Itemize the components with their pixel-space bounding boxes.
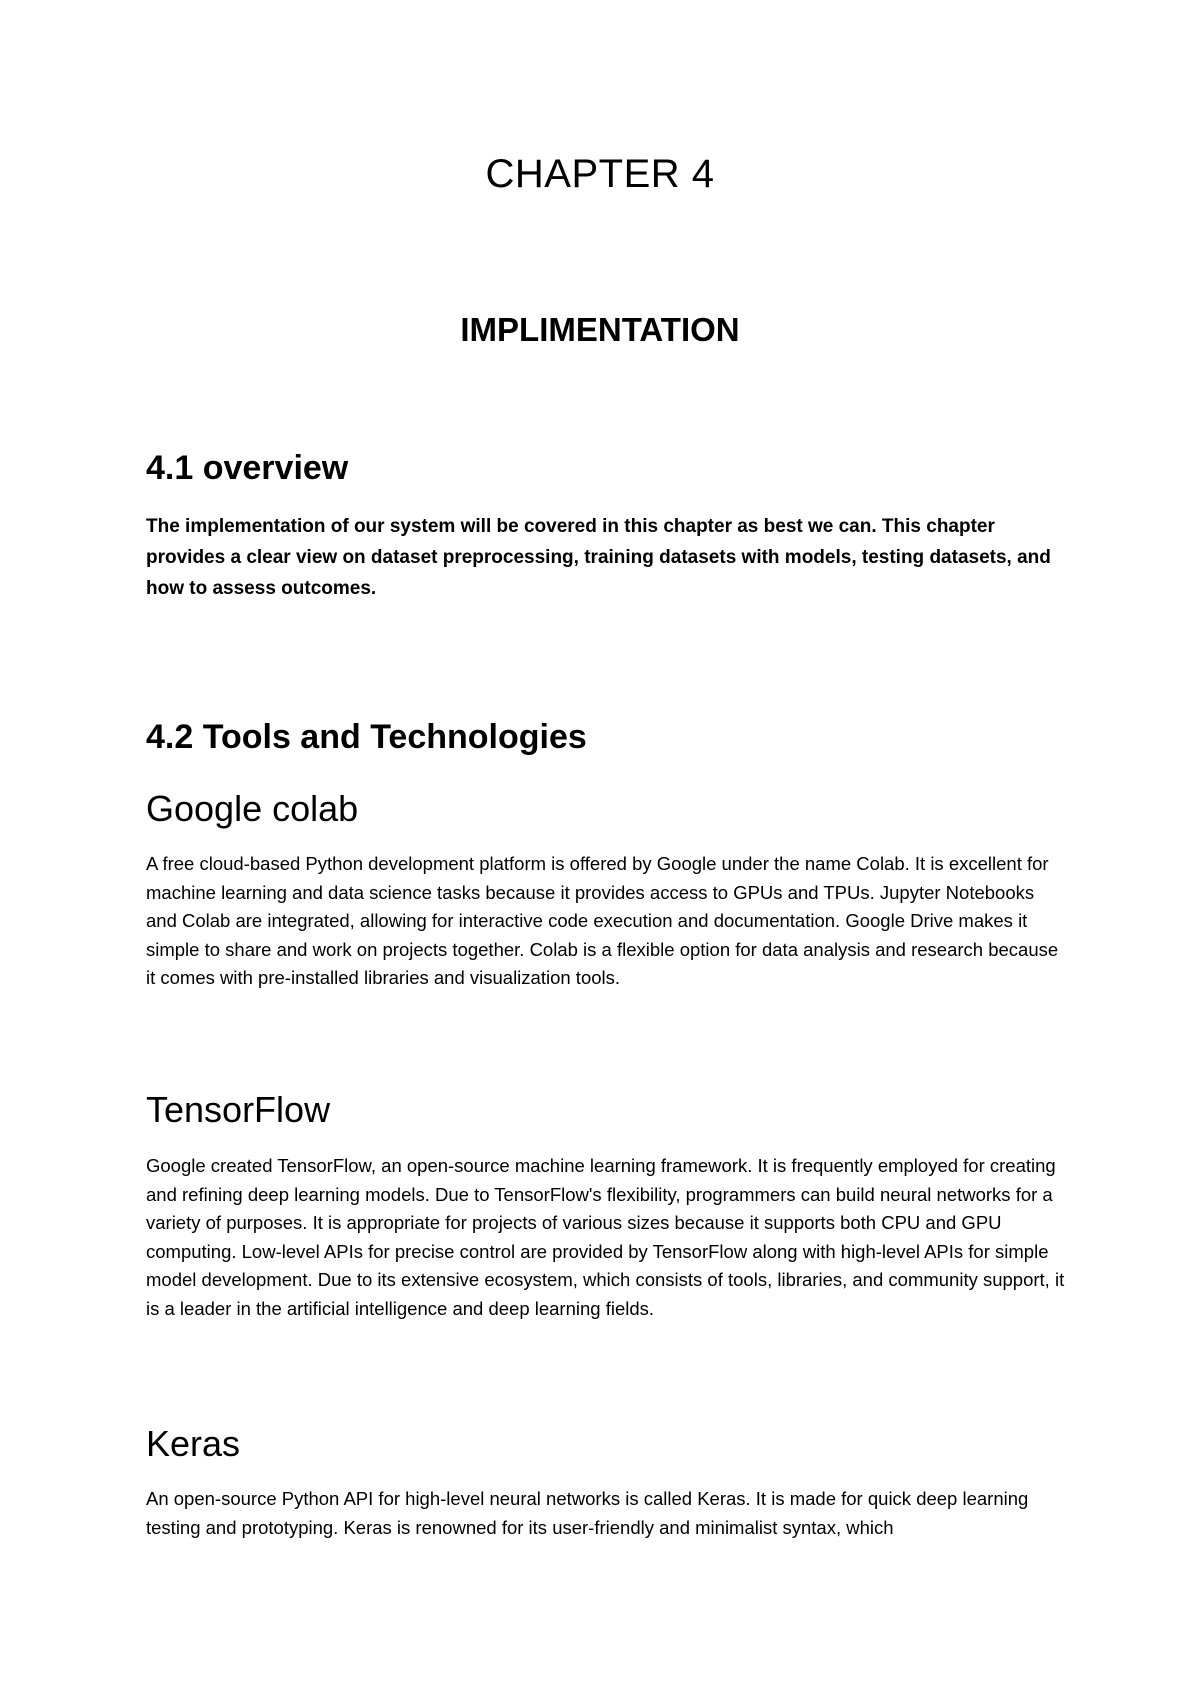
subsection-body-tensorflow: Google created TensorFlow, an open-source machine learning framework. It is frequently employed for creating and refining deep learning models. Due to TensorFlow's flexibility, programmers can build neural networks for a variety of purposes. It is appropriate for projects of various sizes because it supports both CPU and GPU computing. Low-level APIs for precise control are provided by TensorFlow along with high-level APIs for simple model development. Due to its extensive ecosystem, which consists of tools, libraries, and community support, it is a leader in the artificial intelligence and deep learning fields.	[146, 1155, 1065, 1319]
section-heading-overview: 4.1 overview	[146, 449, 349, 487]
chapter-number: CHAPTER 4	[485, 152, 715, 196]
subsection-heading-keras: Keras	[146, 1423, 241, 1464]
chapter-title: IMPLIMENTATION	[460, 311, 740, 348]
subsection-body-keras: An open-source Python API for high-level neural networks is called Keras. It is made for quick deep learning testing and prototyping. Keras is renowned for its user-friendly and minimalist syntax, which	[146, 1488, 1029, 1538]
subsection-heading-google-colab: Google colab	[146, 788, 359, 829]
subsection-heading-tensorflow: TensorFlow	[146, 1089, 331, 1130]
section-heading-tools: 4.2 Tools and Technologies	[146, 718, 587, 756]
subsection-body-google-colab: A free cloud-based Python development platform is offered by Google under the name Colab. It is excellent for machine learning and data science tasks because it provides access to GPUs and TPUs. Jupyter Notebooks and Colab are integrated, allowing for interactive code execution and documentation. Google Drive makes it simple to share and work on projects together. Colab is a flexible option for data analysis and research because it comes with pre-installed libraries and visualization tools.	[146, 853, 1059, 989]
section-body-overview: The implementation of our system will be covered in this chapter as best we can. This chapter provides a clear view on dataset preprocessing, training datasets with models, testing datasets, and how to assess outcomes.	[146, 516, 1051, 599]
